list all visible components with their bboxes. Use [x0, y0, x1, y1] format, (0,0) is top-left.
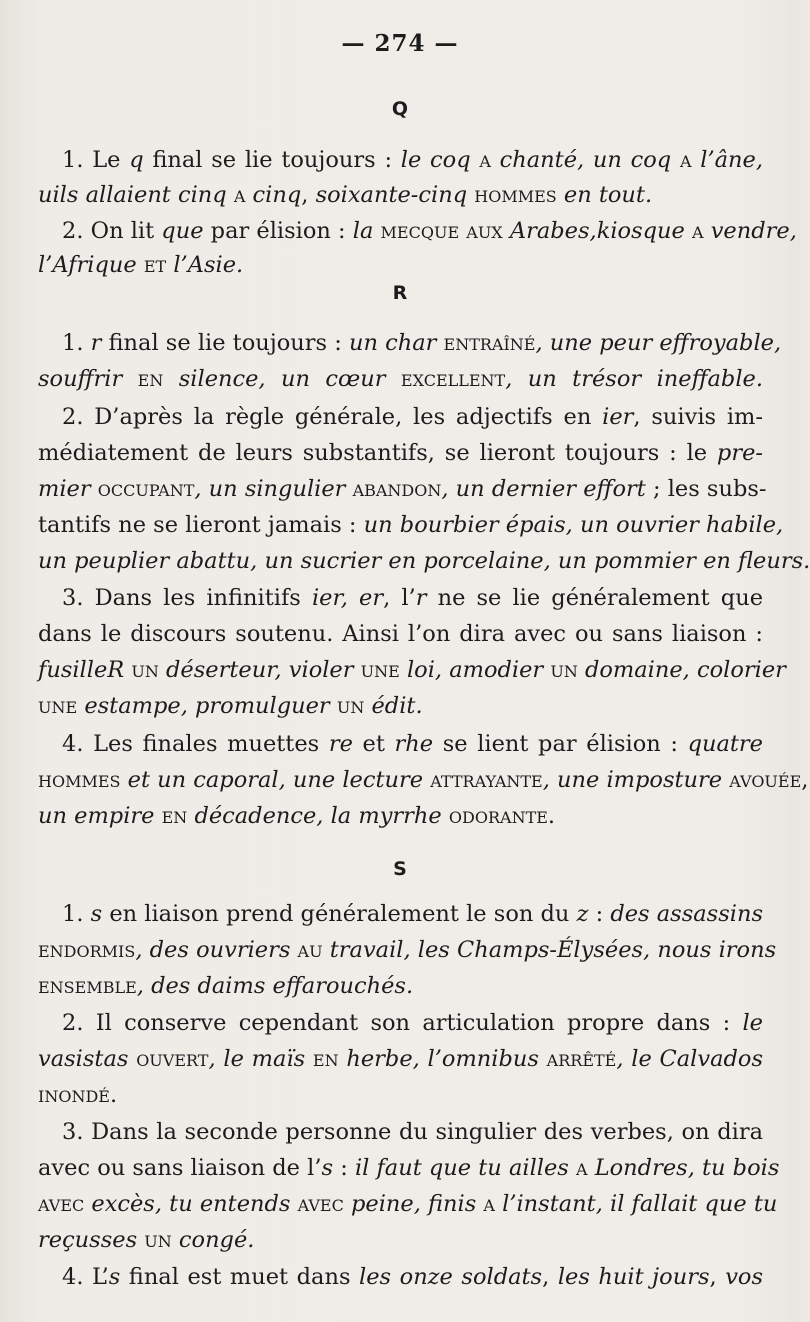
roman-text: , suivis im-: [633, 404, 763, 430]
roman-text: ne se lie généralement que: [426, 585, 764, 611]
roman-text: dans le discours soutenu. Ainsi l’on dira avec ou sans liaison :: [38, 621, 763, 647]
small-caps-text: attrayante: [430, 767, 543, 793]
italic-text: les huit jours: [557, 1264, 710, 1290]
small-caps-text: un: [131, 657, 159, 683]
italic-text: effarouchés.: [272, 973, 414, 999]
small-caps-text: a: [233, 182, 246, 208]
small-caps-text: a: [483, 1191, 495, 1217]
small-caps-text: a: [679, 147, 692, 173]
italic-text: l’Afrique: [38, 252, 144, 278]
italic-text: re: [328, 731, 353, 757]
italic-text: effort: [583, 476, 646, 502]
italic-text: excès, tu entends: [84, 1191, 298, 1217]
italic-text: l’instant, il fallait que tu: [494, 1191, 778, 1217]
italic-text: la: [352, 218, 381, 244]
small-caps-text: au: [297, 937, 323, 963]
section-letter-s: S: [393, 858, 407, 880]
roman-text: final se lie toujours :: [143, 147, 401, 173]
roman-text: 2. On lit: [62, 218, 162, 244]
text-line: [62, 1008, 763, 1038]
text-line: [38, 619, 763, 649]
italic-text: un bourbier épais, un ouvrier habile,: [363, 512, 784, 538]
italic-text: ier, er: [311, 585, 384, 611]
italic-text: rhe: [394, 731, 434, 757]
italic-text: r: [415, 585, 427, 611]
text-line: [38, 801, 763, 831]
italic-text: loi, amodier: [399, 657, 551, 683]
italic-text: s: [108, 1264, 121, 1290]
italic-text: chanté, un coq: [490, 147, 680, 173]
italic-text: les onze soldats: [359, 1264, 543, 1290]
italic-text: l’âne,: [691, 147, 764, 173]
text-line: [62, 145, 763, 175]
italic-text: uils allaient cinq: [38, 182, 234, 208]
text-line: [38, 180, 763, 210]
text-line: [38, 1225, 763, 1255]
text-line: [38, 691, 763, 721]
roman-text: 1.: [62, 901, 91, 927]
roman-text: médiatement de leurs substantifs, se lieront toujours : le: [38, 440, 717, 466]
small-caps-text: excellent: [400, 366, 506, 392]
roman-text: 2. D’après la règle générale, les adjectifs en: [62, 404, 603, 430]
italic-text: estampe, promulguer: [77, 693, 337, 719]
italic-text: vendre,: [703, 218, 797, 244]
roman-text: 4. Les finales muettes: [62, 731, 329, 757]
small-caps-text: avec: [297, 1191, 344, 1217]
roman-text: final se lie toujours :: [101, 330, 349, 356]
text-line: [38, 765, 809, 795]
roman-text: ,: [301, 182, 316, 208]
text-line: [38, 655, 786, 685]
roman-text: , l’: [383, 585, 416, 611]
small-caps-text: en: [312, 1046, 339, 1072]
italic-text: , des daims: [136, 973, 273, 999]
roman-text: 1.: [62, 330, 91, 356]
italic-text: le: [742, 1010, 763, 1036]
roman-text: 4. L’: [62, 1264, 109, 1290]
page-number: — 274 —: [341, 30, 459, 57]
text-line: [38, 1080, 763, 1110]
text-line: [38, 510, 784, 540]
small-caps-text: ouvert: [136, 1046, 209, 1072]
italic-text: souffrir: [38, 366, 138, 392]
italic-text: l’Asie.: [166, 252, 244, 278]
small-caps-text: hommes: [38, 767, 121, 793]
small-caps-text: et: [143, 252, 167, 278]
small-caps-text: un: [550, 657, 578, 683]
small-caps-text: a: [691, 218, 704, 244]
italic-text: s: [321, 1155, 334, 1181]
italic-text: décadence, la myrrhe: [187, 803, 449, 829]
italic-text: des assassins: [610, 901, 763, 927]
italic-text: un char: [348, 330, 444, 356]
small-caps-text: hommes: [474, 182, 557, 208]
italic-text: édit.: [364, 693, 423, 719]
text-line: [62, 899, 763, 929]
small-caps-text: occupant: [97, 476, 195, 502]
italic-text: congé.: [171, 1227, 255, 1253]
text-line: [38, 250, 763, 280]
roman-text: 1. Le: [62, 147, 130, 173]
italic-text: , un trésor: [505, 366, 657, 392]
small-caps-text: ensemble: [38, 973, 137, 999]
italic-text: mier: [38, 476, 98, 502]
italic-text: , le maïs: [208, 1046, 313, 1072]
text-line: [62, 216, 797, 246]
italic-text: fusilleR: [38, 657, 132, 683]
italic-text: , un singulier: [194, 476, 353, 502]
small-caps-text: une: [360, 657, 400, 683]
roman-text: en liaison prend généralement le son du: [102, 901, 577, 927]
italic-text: Arabes,kiosque: [502, 218, 692, 244]
text-line: [62, 729, 763, 759]
italic-text: que: [161, 218, 204, 244]
text-line: [62, 583, 763, 613]
roman-text: ; les subs-: [645, 476, 767, 502]
italic-text: et un caporal, une lecture: [120, 767, 431, 793]
roman-text: par élision :: [203, 218, 353, 244]
roman-text: ,: [709, 1264, 726, 1290]
text-line: [38, 1189, 778, 1219]
small-caps-text: mecque aux: [380, 218, 503, 244]
italic-text: , une imposture: [542, 767, 730, 793]
text-line: [38, 1153, 780, 1183]
italic-text: déserteur, violer: [158, 657, 361, 683]
italic-text: r: [90, 330, 102, 356]
small-caps-text: inondé.: [38, 1082, 118, 1108]
italic-text: vos: [725, 1264, 764, 1290]
section-letter-q: Q: [391, 98, 409, 120]
text-line: [38, 1044, 763, 1074]
section-letter-r: R: [392, 282, 408, 304]
roman-text: ,: [542, 1264, 558, 1290]
italic-text: un empire: [38, 803, 162, 829]
italic-text: z: [576, 901, 589, 927]
small-caps-text: a: [479, 147, 491, 173]
text-line: [38, 438, 763, 468]
italic-text: vasistas: [38, 1046, 137, 1072]
small-caps-text: une: [38, 693, 78, 719]
roman-text: tantifs ne se lieront jamais :: [38, 512, 364, 538]
italic-text: effroyable,: [659, 330, 782, 356]
italic-text: , le Calvados: [616, 1046, 763, 1072]
roman-text: 3. Dans les infinitifs: [62, 585, 312, 611]
small-caps-text: abandon: [352, 476, 442, 502]
italic-text: soixante-cinq: [315, 182, 475, 208]
italic-text: s: [90, 901, 103, 927]
italic-text: reçusses: [38, 1227, 145, 1253]
italic-text: ineffable.: [656, 366, 763, 392]
small-caps-text: entraîné: [443, 330, 536, 356]
text-line: [38, 546, 810, 576]
small-caps-text: en: [137, 366, 164, 392]
roman-text: 2. Il conserve cependant son articulation propre dans :: [62, 1010, 743, 1036]
italic-text: en tout.: [556, 182, 653, 208]
roman-text: :: [333, 1155, 355, 1181]
italic-text: le coq: [400, 147, 480, 173]
roman-text: et: [352, 731, 395, 757]
text-line: [38, 971, 763, 1001]
text-line: [62, 328, 782, 358]
italic-text: , un dernier: [441, 476, 584, 502]
roman-text: avec ou sans liaison de l’: [38, 1155, 322, 1181]
small-caps-text: a: [575, 1155, 588, 1181]
roman-text: final est muet dans: [120, 1264, 360, 1290]
small-caps-text: en: [161, 803, 188, 829]
roman-text: se lient par élision :: [433, 731, 688, 757]
italic-text: q: [129, 147, 144, 173]
italic-text: il faut que tu ailles: [354, 1155, 576, 1181]
italic-text: domaine, colorier: [577, 657, 786, 683]
text-line: [38, 474, 767, 504]
italic-text: quatre: [687, 731, 763, 757]
italic-text: cinq: [245, 182, 302, 208]
text-line: [62, 1262, 763, 1292]
italic-text: Londres, tu bois: [587, 1155, 780, 1181]
italic-text: silence, un cœur: [163, 366, 401, 392]
italic-text: herbe, l’omnibus: [338, 1046, 547, 1072]
italic-text: , une peur: [535, 330, 660, 356]
text-line: [62, 402, 763, 432]
small-caps-text: odorante.: [448, 803, 556, 829]
italic-text: travail, les Champs-Élysées, nous irons: [322, 937, 777, 963]
small-caps-text: avouée,: [729, 767, 809, 793]
italic-text: pre-: [716, 440, 763, 466]
small-caps-text: endormis: [38, 937, 136, 963]
small-caps-text: un: [144, 1227, 172, 1253]
italic-text: ier: [602, 404, 634, 430]
roman-text: 3. Dans la seconde personne du singulier des verbes, on dira: [62, 1119, 763, 1145]
italic-text: , des ouvriers: [135, 937, 298, 963]
text-line: [38, 364, 763, 394]
text-line: [38, 935, 777, 965]
italic-text: peine, finis: [343, 1191, 484, 1217]
small-caps-text: avec: [38, 1191, 85, 1217]
small-caps-text: arrêté: [546, 1046, 617, 1072]
text-line: [62, 1117, 763, 1147]
italic-text: un peuplier abattu, un sucrier en porcelaine, un pommier en fleurs.: [38, 548, 810, 574]
small-caps-text: un: [336, 693, 365, 719]
roman-text: :: [588, 901, 611, 927]
